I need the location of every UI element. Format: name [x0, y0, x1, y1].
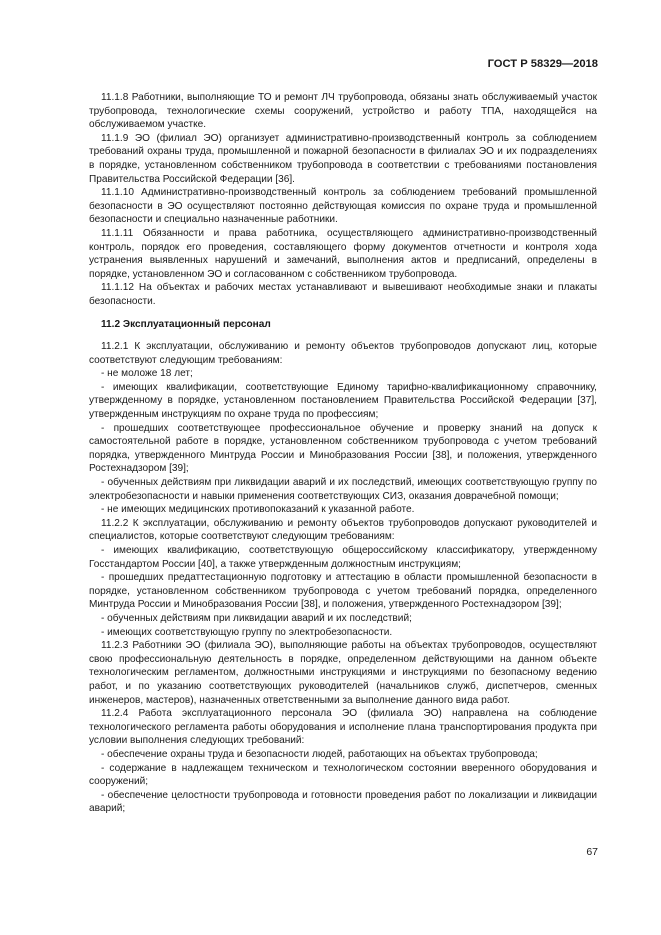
page-body: [89, 91, 597, 816]
list-item: - обученных действиям при ликвидации аварий и их последствий;: [101, 612, 412, 624]
list-item: - не моложе 18 лет;: [101, 368, 193, 380]
paragraph-11-1-10: 11.1.10 Административно-производственный контроль за соблюдением требований промышленной безопасности в ЭО осуществляют постоянно действующая комиссия по охране труда и промышленной безопасности и специально назначенные работники.: [89, 187, 597, 226]
list-item: - имеющих соответствующую группу по электробезопасности.: [101, 626, 393, 638]
paragraph-11-2-4: 11.2.4 Работа эксплуатационного персонала ЭО (филиала ЭО) направлена на соблюдение технологического регламента работы оборудования и исполнение плана транспортирования продукта при условии выполнения следующих требований:: [89, 708, 597, 747]
list-item: - содержание в надлежащем техническом и технологическом состоянии вверенного оборудования и сооружений;: [89, 762, 597, 788]
list-item: - имеющих квалификации, соответствующие Единому тарифно-квалификационному справочнику, утвержденному в порядке, установленном постановлением Правительства Российской Федерации [37], утвержденным инструкциям по охране труда по профессиям;: [89, 381, 597, 421]
list-item: - прошедших соответствующее профессиональное обучение и проверку знаний на допуск к самостоятельной работе в порядке, установленном собственником трубопровода с учетом требований порядка, утвержденного Минтруда России и Минобразования России [38], и положения, утвержденного Ростехнадзором [39];: [89, 422, 597, 475]
list-item: - обеспечение охраны труда и безопасности людей, работающих на объектах трубопровода;: [101, 748, 538, 760]
paragraph-11-2-1: 11.2.1 К эксплуатации, обслуживанию и ремонту объектов трубопроводов допускают лиц, которые соответствуют следующим требованиям:: [89, 341, 597, 366]
list-item: - прошедших предаттестационную подготовку и аттестацию в области промышленной безопасности в порядке, установленном собственником трубопровода с учетом требований порядка, определенного Минтруда России и Минобразования России [38], и положения, утвержденного Ростехнадзором [39];: [89, 572, 597, 611]
paragraph-11-1-11: 11.1.11 Обязанности и права работника, осуществляющего административно-производственный контроль, порядок его проведения, составляющего форму документов отчетности и контроля хода устранения выявленных нарушений и замечаний, выполнения актов и предписаний, определены в порядке, установленном ЭО и согласованном с собственником трубопровода.: [89, 227, 597, 280]
paragraph-11-2-2: 11.2.2 К эксплуатации, обслуживанию и ремонту объектов трубопроводов допускают руководителей и специалистов, которые соответствуют следующим требованиям:: [89, 517, 597, 543]
paragraph-11-2-3: 11.2.3 Работники ЭО (филиала ЭО), выполняющие работы на объектах трубопроводов, осуществляют свою профессиональную деятельность в порядке, определенном действующими на данном объекте технологическим регламентом, должностными инструкциями и инструкциями по безопасному ведению работ, и по указанию соответствующих руководителей (начальников служб, диспетчеров, сменных инженеров, мастеров), назначенных ответственными за выполнение данного вида работ.: [89, 640, 597, 706]
page-number: 67: [586, 846, 598, 858]
list-item: - не имеющих медицинских противопоказаний к указанной работе.: [101, 504, 415, 516]
list-item: - обученных действиям при ликвидации аварий и их последствий, имеющих соответствующую группу по электробезопасности и навыки применения соответствующих СИЗ, оказания доврачебной помощи;: [89, 477, 597, 502]
list-item: - имеющих квалификацию, соответствующую общероссийскому классификатору, утвержденному Госстандартом России [40], а также утвержденным должностным инструкциям;: [89, 545, 597, 570]
list-item: - обеспечение целостности трубопровода и готовности проведения работ по локализации и ликвидации аварий;: [89, 789, 597, 815]
section-heading-11-2: 11.2 Эксплуатационный персонал: [101, 318, 271, 330]
document-code: ГОСТ Р 58329—2018: [487, 58, 598, 70]
paragraph-11-1-12: 11.1.12 На объектах и рабочих местах устанавливают и вывешивают необходимые знаки и плакаты безопасности.: [89, 282, 597, 307]
paragraph-11-1-8: 11.1.8 Работники, выполняющие ТО и ремонт ЛЧ трубопровода, обязаны знать обслуживаемый участок трубопровода, технологические схемы сооружений, устройство и работу ТПА, находящейся на обслуживаемом участке.: [89, 92, 597, 131]
paragraph-11-1-9: 11.1.9 ЭО (филиал ЭО) организует административно-производственный контроль за соблюдением требований охраны труда, промышленной и пожарной безопасности в филиалах ЭО и их подразделениях в порядке, установленном собственником трубопровода в соответствии с требованиями постановления Правительства Российской Федерации [36].: [89, 132, 597, 185]
